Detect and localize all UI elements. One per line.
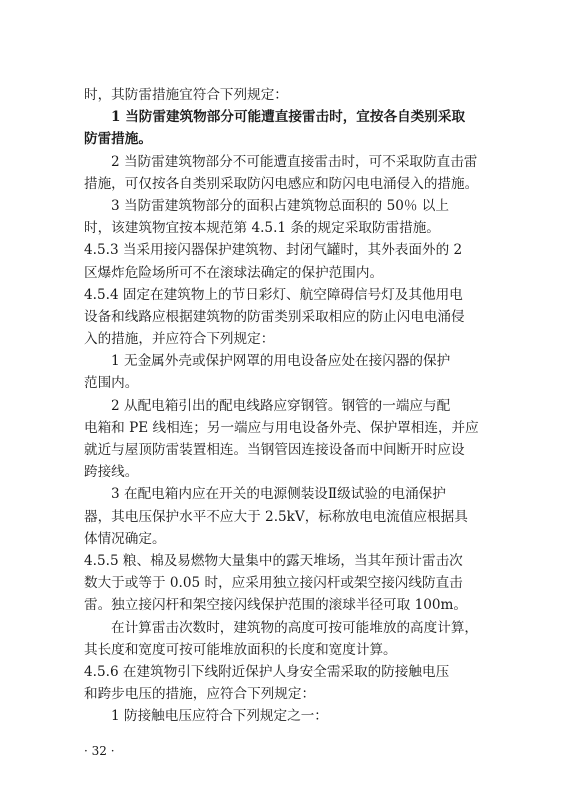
clause-4-5-4-line-1: 4.5.4 固定在建筑物上的节日彩灯、航空障碍信号灯及其他用电 [84, 286, 463, 303]
clause-4-5-3-line-2: 区爆炸危险场所可不在滚球法确定的保护范围内。 [84, 264, 384, 281]
clause-4-5-6-item-1: 1 防接触电压应符合下列规定之一： [111, 708, 328, 725]
clause-4-5-4-item-3-line-1: 3 在配电箱内应在开关的电源侧装设Ⅱ级试验的电涌保护 [111, 486, 446, 503]
clause-4-5-5-line-5: 其长度和宽度可按可能堆放面积的长度和宽度计算。 [84, 641, 397, 658]
clause-4-5-3-line-1: 4.5.3 当采用接闪器保护建筑物、封闭气罐时，其外表面外的 2 [84, 242, 463, 259]
text-line-1: 时，其防雷措施宜符合下列规定： [84, 87, 288, 103]
clause-4-5-4-item-2-line-2: 电箱和 PE 线相连；另一端应与用电设备外壳、保护罩相连，并应 [84, 419, 479, 436]
clause-4-5-6-line-2: 和跨步电压的措施，应符合下列规定： [84, 686, 316, 703]
clause-4-5-4-line-2: 设备和线路应根据建筑物的防雷类别采取相应的防止闪电电涌侵 [84, 308, 465, 325]
clause-4-5-5-line-1: 4.5.5 粮、棉及易燃物大量集中的露天堆场，当其年预计雷击次 [84, 552, 463, 569]
text-line-2: 1 当防雷建筑物部分可能遭直接雷击时，宜按各自类别采取 [111, 109, 466, 126]
text-line-4: 2 当防雷建筑物部分不可能遭直接雷击时，可不采取防直击雷 [111, 153, 478, 170]
clause-4-5-4-item-3-line-3: 体情况确定。 [84, 530, 166, 547]
clause-4-5-5-line-4: 在计算雷击次数时，建筑物的高度可按可能堆放的高度计算， [111, 619, 479, 636]
clause-4-5-5-line-3: 雷。独立接闪杆和架空接闪线保护范围的滚球半径可取 100m。 [84, 597, 467, 614]
text-line-7: 时，该建筑物宜按本规范第 4.5.1 条的规定采取防雷措施。 [84, 220, 440, 237]
text-line-6: 3 当防雷建筑物部分的面积占建筑物总面积的 50％ 以上 [111, 197, 449, 214]
clause-4-5-4-item-3-line-2: 器，其电压保护水平不应大于 2.5kV，标称放电电流值应根据具 [84, 508, 468, 525]
document-page [84, 84, 484, 727]
clause-4-5-4-item-2-line-3: 就近与屋顶防雷装置相连。当钢管因连接设备而中间断开时应设 [84, 442, 465, 458]
clause-4-5-6-line-1: 4.5.6 在建筑物引下线附近保护人身安全需采取的防接触电压 [84, 663, 450, 680]
clause-4-5-4-item-1-line-2: 范围内。 [84, 375, 139, 392]
clause-4-5-4-line-3: 入的措施，并应符合下列规定： [84, 331, 275, 348]
text-line-5: 措施，可仅按各自类别采取防闪电感应和防闪电电涌侵入的措施。 [84, 175, 479, 192]
clause-4-5-4-item-2-line-4: 跨接线。 [84, 464, 139, 481]
clause-4-5-4-item-2-line-1: 2 从配电箱引出的配电线路应穿钢管。钢管的一端应与配 [111, 397, 451, 414]
page-number: · 32 · [84, 744, 115, 758]
clause-4-5-5-line-2: 数大于或等于 0.05 时，应采用独立接闪杆或架空接闪线防直击 [84, 575, 463, 592]
clause-4-5-4-item-1-line-1: 1 无金属外壳或保护网罩的用电设备应处在接闪器的保护 [111, 353, 451, 370]
text-line-3: 防雷措施。 [84, 131, 152, 148]
